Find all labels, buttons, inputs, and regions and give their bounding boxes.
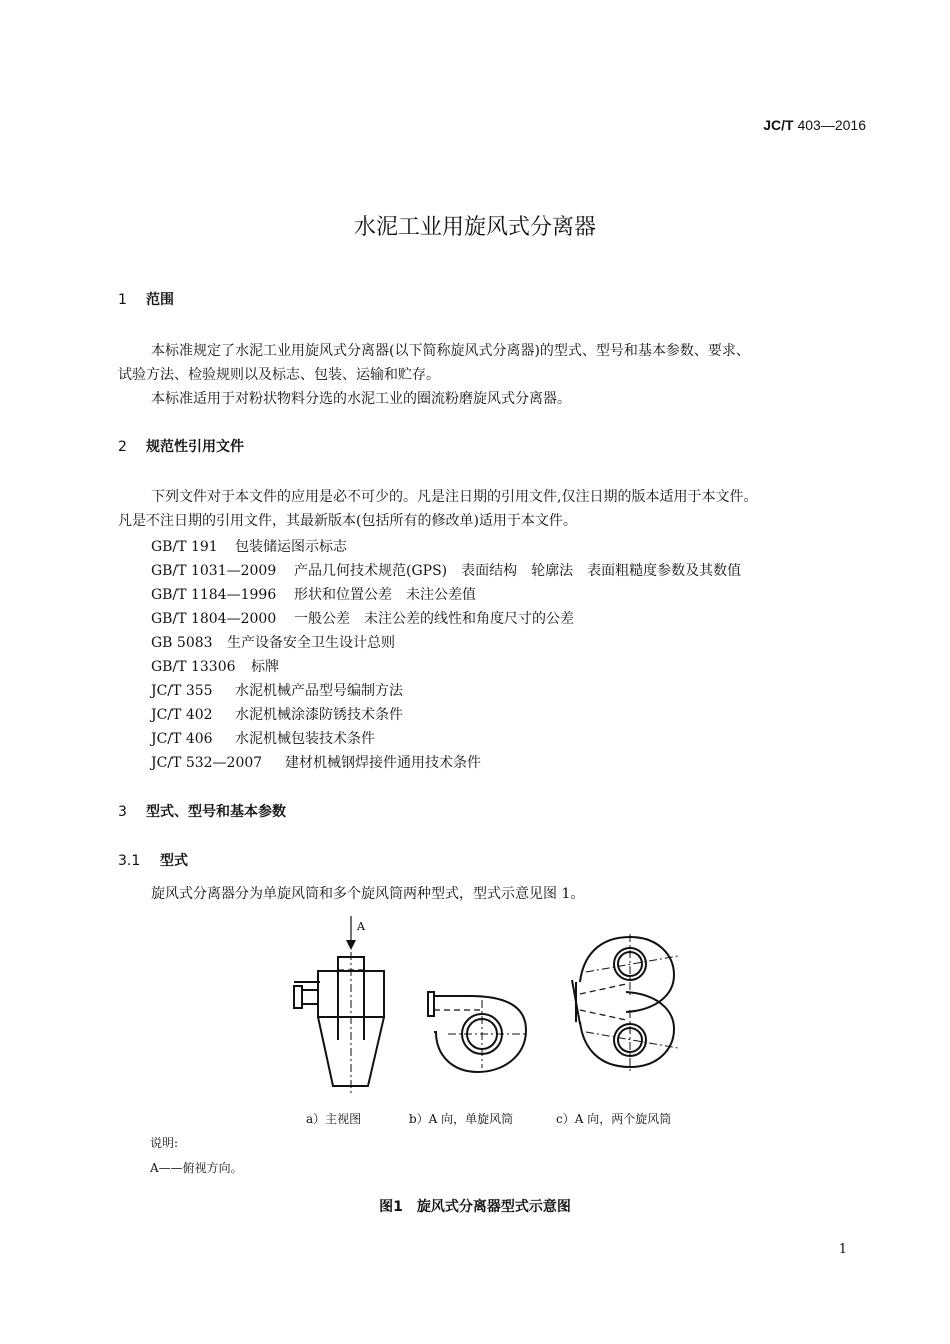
- reference-item: JC/T 355 水泥机械产品型号编制方法: [151, 683, 403, 699]
- section-1-para-1-line-1: 本标准规定了水泥工业用旋风式分离器(以下简称旋风式分离器)的型式、型号和基本参数、要求、: [151, 343, 750, 359]
- double-cyclone-drawing: [572, 934, 678, 1072]
- figure-caption-a: a）主视图: [306, 1112, 362, 1126]
- figure-note-label: 说明:: [150, 1136, 179, 1150]
- reference-item: JC/T 532—2007 建材机械钢焊接件通用技术条件: [151, 755, 481, 771]
- reference-item: GB 5083 生产设备安全卫生设计总则: [151, 635, 395, 651]
- cyclone-figure: [280, 912, 700, 1102]
- figure-note-text: A——俯视方向。: [150, 1161, 243, 1175]
- section-1-para-2: 本标准适用于对粉状物料分选的水泥工业的圈流粉磨旋风式分离器。: [151, 391, 571, 407]
- section-3-1-heading: 3.1 型式: [118, 853, 188, 869]
- view-arrow-label: A: [357, 920, 365, 933]
- section-1-para-1-line-2: 试验方法、检验规则以及标志、包装、运输和贮存。: [118, 367, 440, 383]
- standard-number: JC/T 403—2016: [763, 117, 866, 133]
- reference-item: GB/T 1184—1996 形状和位置公差 未注公差值: [151, 587, 476, 603]
- page-title: 水泥工业用旋风式分离器: [353, 215, 596, 240]
- reference-item: JC/T 406 水泥机械包装技术条件: [151, 731, 375, 747]
- figure-caption-b: b）A 向，单旋风筒: [409, 1112, 514, 1126]
- single-cyclone-drawing: [428, 992, 526, 1072]
- section-2-para-line-1: 下列文件对于本文件的应用是必不可少的。凡是注日期的引用文件,仅注日期的版本适用于本文件。: [151, 489, 758, 505]
- figure-title: 图1 旋风式分离器型式示意图: [379, 1199, 571, 1215]
- section-1-heading: 1 范围: [118, 292, 174, 308]
- reference-item: GB/T 13306 标牌: [151, 659, 279, 675]
- page-number: 1: [838, 1242, 847, 1257]
- section-2-para-line-2: 凡是不注日期的引用文件，其最新版本(包括所有的修改单)适用于本文件。: [118, 513, 577, 529]
- section-3-heading: 3 型式、型号和基本参数: [118, 804, 286, 820]
- reference-item: GB/T 191 包装储运图示标志: [151, 539, 347, 555]
- figure-caption-c: c）A 向，两个旋风筒: [556, 1112, 672, 1126]
- reference-item: GB/T 1804—2000 一般公差 未注公差的线性和角度尺寸的公差: [151, 611, 574, 627]
- reference-item: JC/T 402 水泥机械涂漆防锈技术条件: [151, 707, 403, 723]
- reference-item: GB/T 1031—2009 产品几何技术规范(GPS) 表面结构 轮廓法 表面粗糙度参数及其数值: [151, 563, 742, 579]
- front-view-drawing: [294, 916, 384, 1094]
- section-2-heading: 2 规范性引用文件: [118, 439, 244, 455]
- section-3-1-para: 旋风式分离器分为单旋风筒和多个旋风筒两种型式，型式示意见图 1。: [151, 886, 585, 902]
